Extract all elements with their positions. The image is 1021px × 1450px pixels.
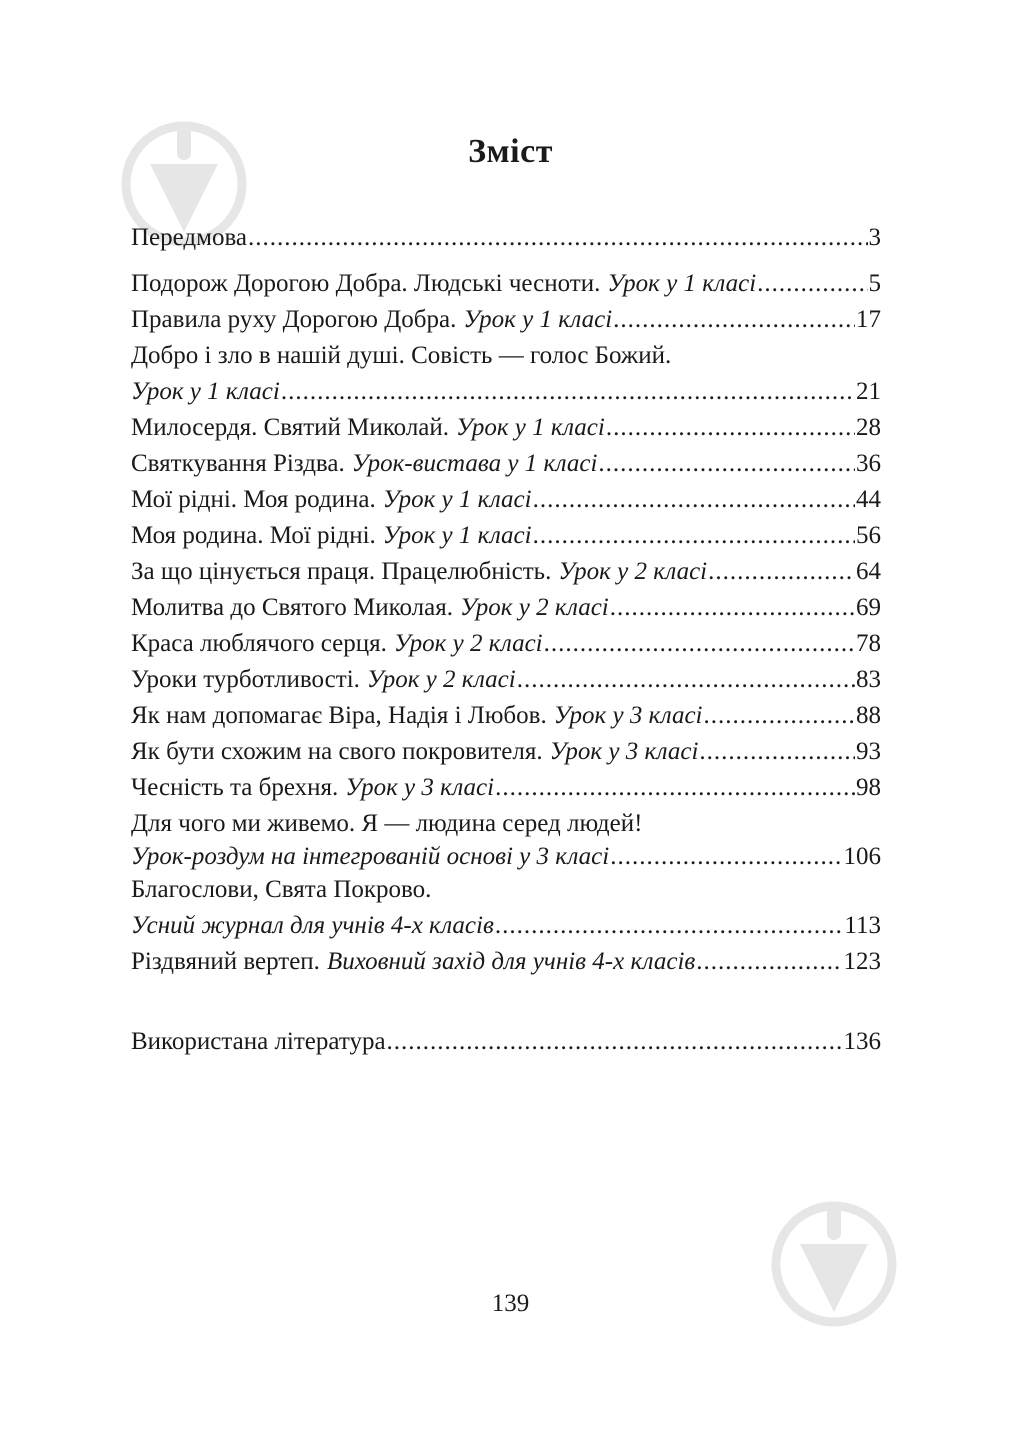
toc-entry-lesson: Урок у 3 класі [553, 702, 703, 729]
toc-entry [131, 662, 881, 698]
dot-leader [495, 908, 844, 944]
toc-page-number: 69 [856, 594, 881, 621]
toc-entry [131, 698, 881, 734]
toc-entry [131, 302, 881, 338]
dot-leader [533, 482, 855, 518]
toc-page-number: 106 [843, 843, 881, 870]
toc-entry-lesson: Урок-вистава у 1 класі [351, 450, 598, 477]
toc-entry-lesson: Урок у 3 класі [345, 774, 495, 801]
toc-entry [131, 554, 881, 590]
toc-entry-lesson: Урок у 1 класі [463, 306, 613, 333]
toc-entry-title: Благослови, Свята Покрово. [131, 876, 432, 903]
toc-page-number: 36 [856, 450, 881, 477]
toc-page-number: 3 [868, 224, 881, 251]
toc-entry-title: Передмова [131, 224, 248, 251]
toc-entry-lesson: Виховний захід для учнів 4-х класів [326, 948, 696, 975]
toc-entry-lesson: Урок-роздум на інтегрованій основі у 3 класі [131, 843, 610, 870]
dot-leader [696, 944, 842, 980]
toc-page-number: 21 [856, 378, 881, 405]
toc-entry-title: Уроки турботливості. [131, 666, 360, 693]
toc-page-number: 136 [843, 1028, 881, 1055]
toc-entry-lesson: Усний журнал для учнів 4-х класів [131, 912, 494, 939]
toc-entry [131, 872, 881, 944]
toc-page-number: 83 [856, 666, 881, 693]
toc-entry [131, 482, 881, 518]
toc-entry-lesson: Урок у 1 класі [456, 414, 605, 441]
toc-entry-lesson: Урок у 3 класі [549, 738, 699, 765]
toc-page-number: 28 [856, 414, 881, 441]
toc-entry [131, 446, 881, 482]
toc-entry-lesson: Урок у 1 класі [131, 378, 280, 405]
toc-entry-title: Як бути схожим на свого покровителя. [131, 738, 543, 765]
toc-entry [131, 590, 881, 626]
dot-leader [387, 1024, 843, 1060]
toc-entry-title: Як нам допомагає Віра, Надія і Любов. [131, 702, 547, 729]
toc-entry-lesson: Урок у 1 класі [382, 522, 532, 549]
toc-page-number: 56 [856, 522, 881, 549]
toc-entry [131, 770, 881, 806]
toc-page-number: 78 [856, 630, 881, 657]
toc-page-number: 113 [844, 912, 881, 939]
toc-page-number: 98 [856, 774, 881, 801]
toc-entry [131, 266, 881, 302]
toc-entry [131, 626, 881, 662]
dot-leader [613, 302, 855, 338]
table-of-contents [131, 220, 881, 1060]
dot-leader [757, 266, 867, 302]
toc-entry-title: Святкування Різдва. [131, 450, 345, 477]
toc-page-number: 5 [868, 270, 881, 297]
toc-entry-title: Правила руху Дорогою Добра. [131, 306, 457, 333]
toc-entry [131, 944, 881, 980]
toc-entry-lesson: Урок у 1 класі [607, 270, 757, 297]
dot-leader [248, 220, 867, 256]
toc-entry-title: Мої рідні. Моя родина. [131, 486, 376, 513]
toc-entry-title: Моя родина. Мої рідні. [131, 522, 376, 549]
toc-page-number: 44 [856, 486, 881, 513]
toc-entry-lesson: Урок у 2 класі [459, 594, 609, 621]
dot-leader [544, 626, 855, 662]
toc-entry [131, 806, 881, 872]
page-title: Зміст [468, 133, 553, 170]
toc-page-number: 93 [856, 738, 881, 765]
toc-entry-lesson: Урок у 2 класі [393, 630, 543, 657]
toc-entry-title: Різдвяний вертеп. [131, 948, 320, 975]
toc-entry [131, 410, 881, 446]
toc-entry-lesson: Урок у 1 класі [382, 486, 532, 513]
dot-leader [495, 770, 855, 806]
toc-entry-title: Милосердя. Святий Миколай. [131, 414, 450, 441]
dot-leader [533, 518, 855, 554]
dot-leader [517, 662, 855, 698]
toc-page-number: 17 [856, 306, 881, 333]
toc-entry-lesson: Урок у 2 класі [366, 666, 516, 693]
toc-page-number: 64 [856, 558, 881, 585]
toc-entry-lesson: Урок у 2 класі [558, 558, 708, 585]
toc-entry-title: Добро і зло в нашій душі. Совість — голос Божий. [131, 342, 672, 369]
dot-leader [704, 698, 855, 734]
dot-leader [610, 590, 855, 626]
toc-entry [131, 338, 881, 410]
dot-leader [610, 842, 842, 872]
toc-entry [131, 734, 881, 770]
toc-page-number: 88 [856, 702, 881, 729]
page-number: 139 [491, 1290, 530, 1317]
dot-leader [281, 374, 855, 410]
toc-entry-title: За що цінується праця. Працелюбність. [131, 558, 552, 585]
toc-entry-title: Використана література [131, 1028, 386, 1055]
dot-leader [598, 446, 855, 482]
toc-entry [131, 518, 881, 554]
dot-leader [708, 554, 855, 590]
toc-entry-title: Краса люблячого серця. [131, 630, 387, 657]
toc-entry-intro [131, 220, 881, 256]
toc-entry-references [131, 1024, 881, 1060]
toc-page-number: 123 [843, 948, 881, 975]
dot-leader [606, 410, 855, 446]
toc-entry-title: Чесність та брехня. [131, 774, 339, 801]
toc-entry-title: Для чого ми живемо. Я — людина серед людей! [131, 810, 643, 837]
toc-entry-title: Подорож Дорогою Добра. Людські чесноти. [131, 270, 601, 297]
dot-leader [699, 734, 855, 770]
toc-entry-title: Молитва до Святого Миколая. [131, 594, 453, 621]
